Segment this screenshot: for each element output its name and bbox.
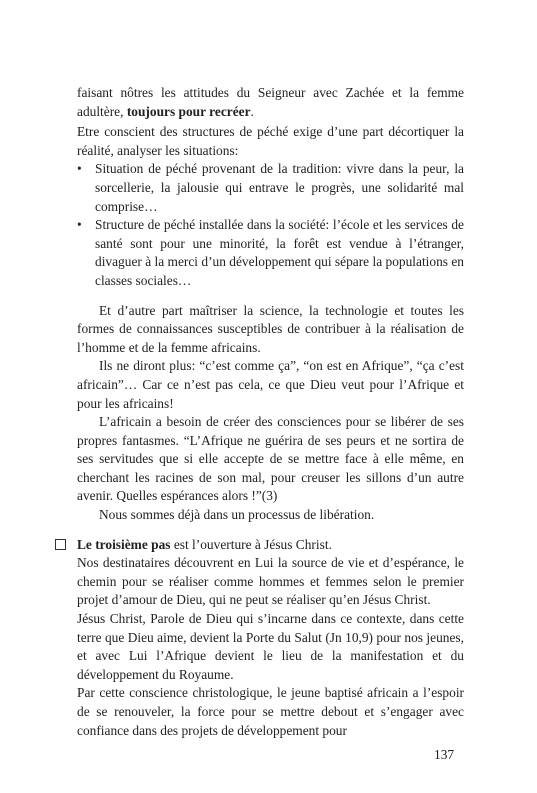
paragraph-1-text: faisant nôtres les attitudes du Seigneur avec Zachée et la femme adultère, <box>77 85 464 119</box>
bullet-mark: • <box>77 217 82 233</box>
paragraph-1 <box>77 84 464 121</box>
paragraph-4: Ils ne diront plus: “c’est comme ça”, “on est en Afrique”, “ça c’est africain”… Car ce n’est pas cela, ce que Dieu veut pour l’Afrique et pour les africains! <box>77 358 464 411</box>
section-paragraph-1: Nos destinataires découvrent en Lui la source de vie et d’espérance, le chemin pour se réaliser comme hommes et femmes selon le premier projet d’amour de Dieu, qui ne peut se réaliser qu’en Jésus Christ. <box>77 555 464 608</box>
paragraph-1-end: . <box>250 103 254 119</box>
section-heading <box>77 536 464 555</box>
page-number: 137 <box>434 747 455 762</box>
section-troisieme-pas <box>77 536 464 741</box>
section-paragraph-3: Par cette conscience christologique, le jeune baptisé africain a l’espoir de se renouveler, la force pour se mettre debout et s’engager avec confiance dans des projets de développement pour <box>77 685 464 738</box>
bullet-item <box>77 216 464 290</box>
bullet-text: Situation de péché provenant de la tradition: vivre dans la peur, la sorcellerie, la jalousie qui entrave le progrès, une solidarité mal comprise… <box>95 161 464 214</box>
paragraph-3: Et d’autre part maîtriser la science, la technologie et toutes les formes de connaissances susceptibles de contribuer à la réalisation de l’homme et de la femme africains. <box>77 302 464 355</box>
section-heading-bold: Le troisième pas <box>77 536 171 552</box>
bullet-mark: • <box>77 161 82 177</box>
body-text <box>77 84 464 740</box>
section-paragraph-2: Jésus Christ, Parole de Dieu qui s’incarne dans ce contexte, dans cette terre que Dieu aime, devient la Porte du Salut (Jn 10,9) pour nos jeunes, et avec Lui l’Afrique devient le lieu de la manifestation et du développement du Royaume. <box>77 611 464 682</box>
bullet-item <box>77 160 464 216</box>
emphasis-toujours-pour-recreer: toujours pour recréer <box>126 103 251 119</box>
paragraph-5: L’africain a besoin de créer des consciences pour se libérer de ses propres fantasmes. “L’Afrique ne guérira de ses peurs et ne sortira de ses servitudes que si elle accepte de se mettre face à elle même, en cherchant les racines de son mal, pour creuser les sillons d’un autre avenir. Quelles espérances alors !”(3) <box>77 414 464 504</box>
paragraph-2: Etre conscient des structures de péché exige d’une part décortiquer la réalité, analyser les situations: <box>77 124 464 158</box>
bullet-text: Structure de péché installée dans la société: l’école et les services de santé sont pour une minorité, la forêt est vendue à l’étranger, divaguer à la merci d’un développement qui sépare la populations en classes sociales… <box>95 217 464 288</box>
checkbox-icon <box>55 539 66 550</box>
paragraph-6: Nous sommes déjà dans un processus de libération. <box>99 507 375 523</box>
bullet-list <box>77 160 464 290</box>
section-heading-rest: est l’ouverture à Jésus Christ. <box>170 536 332 552</box>
